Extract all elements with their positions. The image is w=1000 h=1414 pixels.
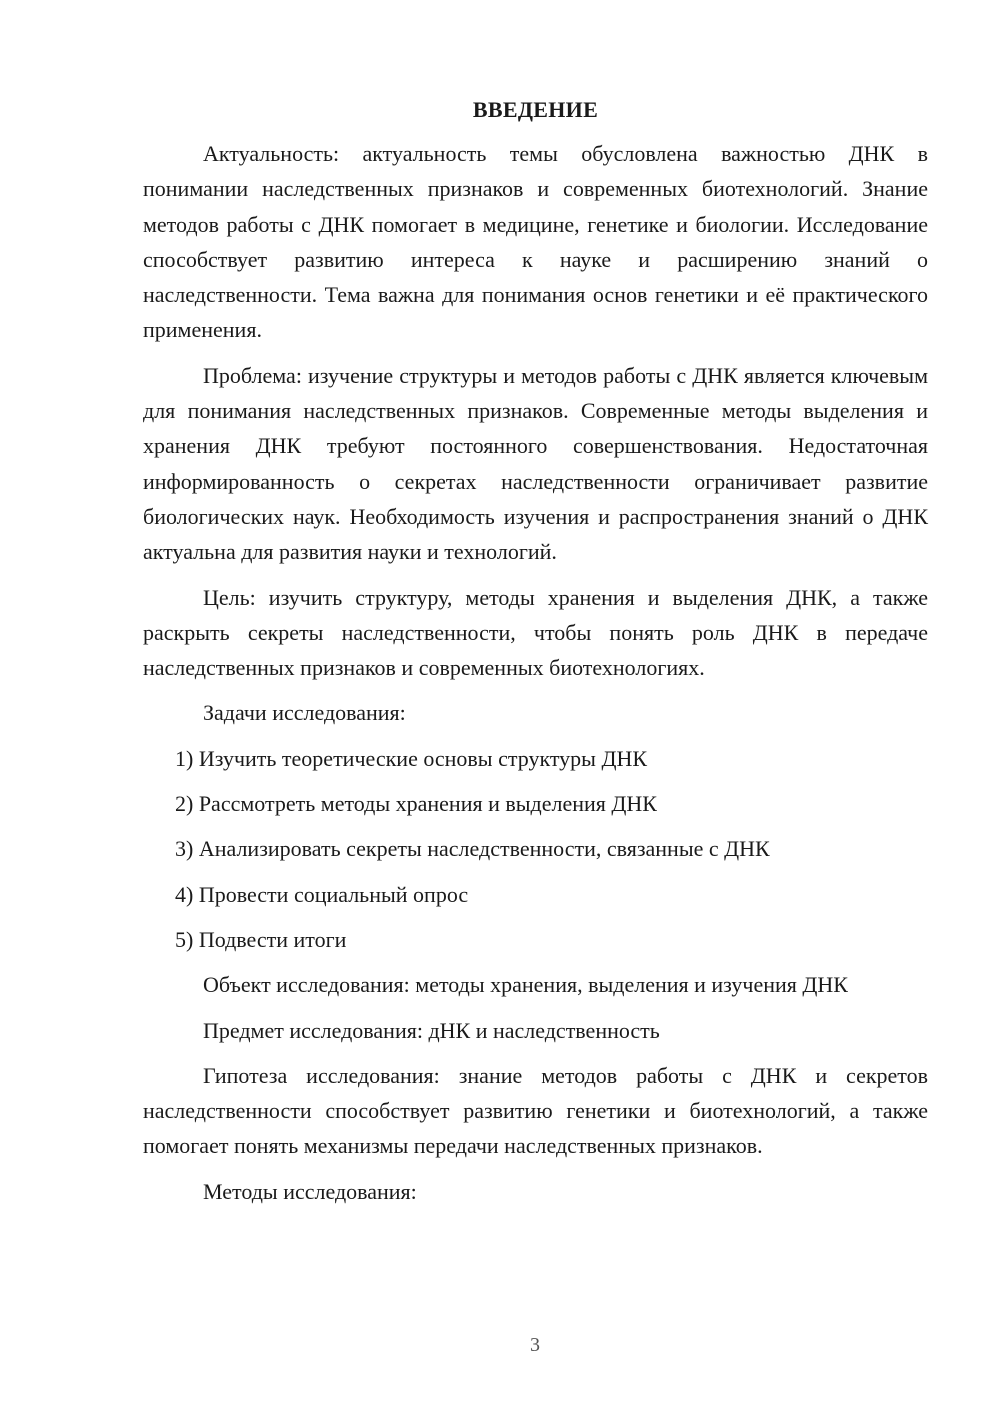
object-paragraph: Объект исследования: методы хранения, выделения и изучения ДНК xyxy=(203,972,848,998)
relevance-paragraph: Актуальность: актуальность темы обусловлена важностью ДНК в понимании наследственных признаков и современных биотехнологий. Знание методов работы с ДНК помогает в медицине, генетике и биологии. Исследование способствует развитию интереса к науке и расширению знаний о наследственности. Тема важна для понимания основ генетики и её практического применения. xyxy=(143,141,928,343)
page-number: 3 xyxy=(530,1334,540,1356)
task-item-3: 3) Анализировать секреты наследственности, связанные с ДНК xyxy=(175,836,770,862)
tasks-list xyxy=(143,741,928,957)
document-page xyxy=(143,92,928,1209)
task-item-2: 2) Рассмотреть методы хранения и выделения ДНК xyxy=(175,791,657,817)
methods-heading: Методы исследования: xyxy=(203,1178,417,1204)
subject-paragraph: Предмет исследования: дНК и наследственность xyxy=(203,1017,660,1043)
document-title: ВВЕДЕНИЕ xyxy=(472,97,599,122)
hypothesis-paragraph: Гипотеза исследования: знание методов работы с ДНК и секретов наследственности способствует развитию генетики и биотехнологий, а также помогает понять механизмы передачи наследственных признаков. xyxy=(143,1062,928,1159)
problem-paragraph: Проблема: изучение структуры и методов работы с ДНК является ключевым для понимания наследственных признаков. Современные методы выделения и хранения ДНК требуют постоянного совершенствования. Недостаточная информированность о секретах наследственности ограничивает развитие биологических наук. Необходимость изучения и распространения знаний о ДНК актуальна для развития науки и технологий. xyxy=(143,362,928,565)
task-item-4: 4) Провести социальный опрос xyxy=(175,881,469,907)
task-item-1: 1) Изучить теоретические основы структуры ДНК xyxy=(175,745,648,771)
task-item-5: 5) Подвести итоги xyxy=(175,926,347,952)
goal-paragraph: Цель: изучить структуру, методы хранения и выделения ДНК, а также раскрыть секреты наследственности, чтобы понять роль ДНК в передаче наследственных признаков и современных биотехнологиях. xyxy=(143,584,928,681)
tasks-heading: Задачи исследования: xyxy=(203,700,406,726)
